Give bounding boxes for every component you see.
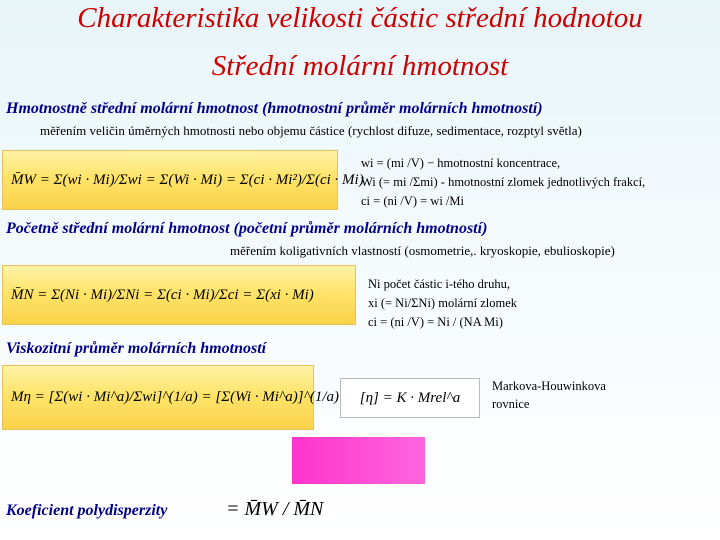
number-average-definitions xyxy=(368,276,517,330)
definition-line: wi = (mi /V) − hmotnostní koncentrace, xyxy=(361,156,561,170)
mass-average-definitions xyxy=(361,155,645,209)
equation-name-line: rovnice xyxy=(492,397,530,411)
mark-houwink-equation xyxy=(340,378,480,418)
number-average-note: měřením koligativních vlastností (osmometrie,. kryoskopie, ebulioskopie) xyxy=(230,243,615,258)
definition-line: Ni počet částic i-tého druhu, xyxy=(368,277,510,291)
definition-line: ci = (ni /V) = Ni / (NA Mi) xyxy=(368,315,503,329)
viscosity-average-heading: Viskozitní průměr molárních hmotností xyxy=(6,340,267,357)
mass-average-note: měřením veličin úměrných hmotnosti nebo objemu částice (rychlost difuze, sedimentace, rozptyl světla) xyxy=(40,123,582,138)
mass-average-formula xyxy=(2,150,364,210)
mark-houwink-equation-text: [η] = K · Mrel^a xyxy=(359,389,461,406)
number-average-formula-text: M̄N = Σ(Ni · Mi)/ΣNi = Σ(ci · Mi)/Σci = Σ(xi · Mi) xyxy=(11,286,314,303)
viscosity-average-formula-text: Mη = [Σ(wi · Mi^a)/Σwi]^(1/a) = [Σ(Wi · Mi^a)]^(1/a) xyxy=(11,389,340,405)
equation-name-line: Markova-Houwinkova xyxy=(492,379,606,393)
definition-line: xi (= Ni/ΣNi) molární zlomek xyxy=(368,296,518,310)
mark-houwink-name xyxy=(492,378,606,412)
number-average-formula xyxy=(2,265,356,325)
viscosity-average-formula xyxy=(2,365,340,430)
polydispersity-label: Koeficient polydisperzity xyxy=(6,502,168,519)
page-subtitle: Střední molární hmotnost xyxy=(211,50,509,82)
definition-line: Wi (= mi /Σmi) - hmotnostní zlomek jednotlivých frakcí, xyxy=(361,175,646,189)
polydispersity-formula: = M̄W / M̄N xyxy=(226,498,324,520)
definition-line: ci = (ni /V) = wi /Mi xyxy=(361,194,464,208)
page-title: Charakteristika velikosti částic střední hodnotou xyxy=(77,2,643,34)
mass-average-formula-text: M̄W = Σ(wi · Mi)/Σwi = Σ(Wi · Mi) = Σ(ci · Mi²)/Σ(ci · Mi) xyxy=(11,171,364,188)
number-average-heading: Početně střední molární hmotnost (početní průměr molárních hmotností) xyxy=(6,220,488,237)
highlight-bar xyxy=(292,437,425,484)
mass-average-heading: Hmotnostně střední molární hmotnost (hmotnostní průměr molárních hmotností) xyxy=(6,100,543,117)
